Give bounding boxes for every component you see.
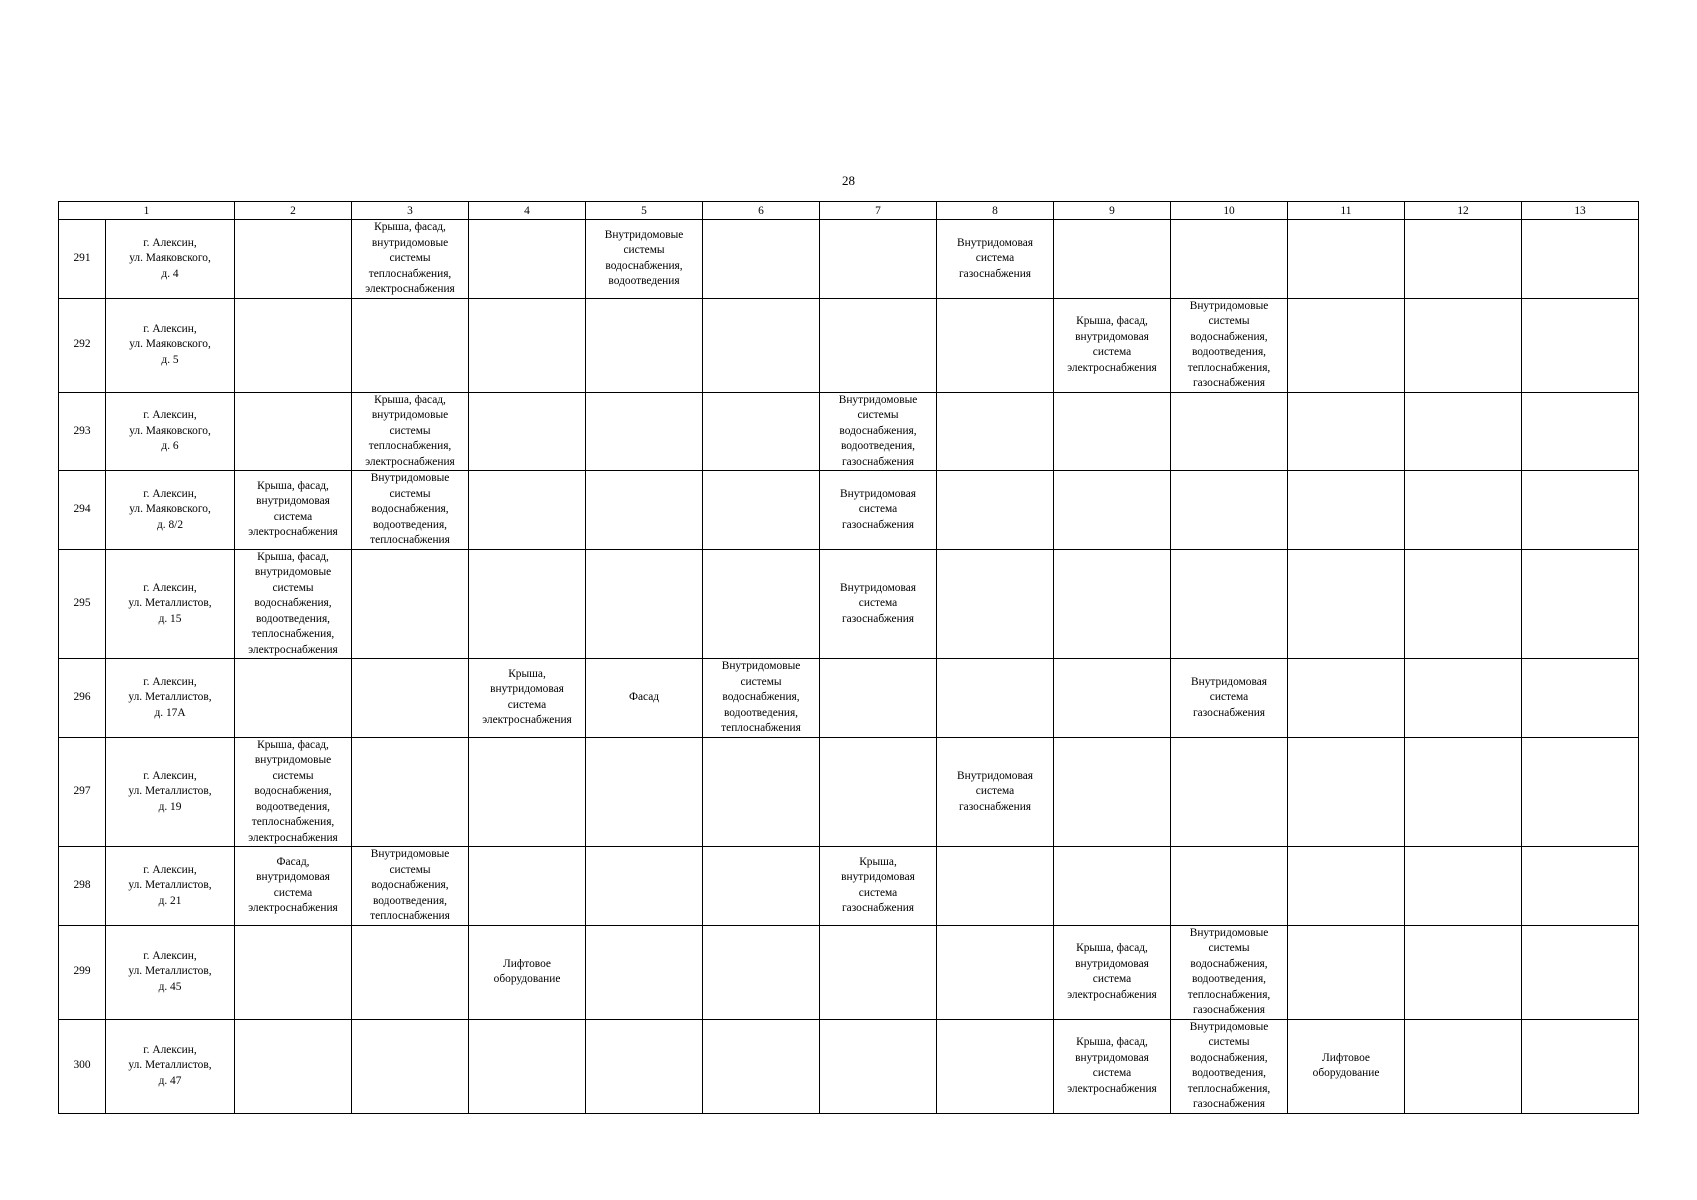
col11-cell	[1288, 549, 1405, 659]
address-cell	[106, 1019, 235, 1113]
column-header-8: 8	[937, 202, 1054, 220]
row-number-cell-text: 297	[73, 785, 91, 797]
col3-cell	[352, 298, 469, 392]
col4-cell	[469, 549, 586, 659]
col4-cell	[469, 392, 586, 471]
col10-cell-text: Внутридомовые системы водоснабжения, водоотведения, теплоснабжения, газоснабжения	[1187, 1020, 1271, 1110]
col7-cell	[820, 220, 937, 299]
table-row	[59, 220, 1639, 299]
col2-cell-text: Крыша, фасад, внутридомовые системы водоснабжения, водоотведения, теплоснабжения, электроснабжения	[248, 738, 338, 844]
row-number-cell	[59, 737, 106, 847]
address-cell	[106, 392, 235, 471]
col10-cell	[1171, 659, 1288, 738]
column-header-4: 4	[469, 202, 586, 220]
col13-cell	[1522, 737, 1639, 847]
column-header-2: 2	[235, 202, 352, 220]
col5-cell	[586, 737, 703, 847]
col12-cell	[1405, 220, 1522, 299]
col6-cell	[703, 549, 820, 659]
col4-cell	[469, 737, 586, 847]
col3-cell-text: Внутридомовые системы водоснабжения, водоотведения, теплоснабжения	[370, 472, 450, 546]
col5-cell	[586, 298, 703, 392]
col5-cell	[586, 392, 703, 471]
col3-cell-text: Крыша, фасад, внутридомовые системы теплоснабжения, электроснабжения	[365, 221, 455, 295]
row-number-cell-text: 294	[73, 503, 91, 515]
col13-cell	[1522, 220, 1639, 299]
row-number-cell-text: 291	[73, 252, 91, 264]
col8-cell	[937, 847, 1054, 926]
col3-cell	[352, 392, 469, 471]
col13-cell	[1522, 298, 1639, 392]
col13-cell	[1522, 1019, 1639, 1113]
col8-cell	[937, 549, 1054, 659]
address-cell	[106, 659, 235, 738]
col8-cell	[937, 220, 1054, 299]
row-number-cell-text: 298	[73, 879, 91, 891]
col5-cell	[586, 220, 703, 299]
col10-cell	[1171, 1019, 1288, 1113]
col7-cell	[820, 549, 937, 659]
col4-cell	[469, 925, 586, 1019]
col10-cell	[1171, 392, 1288, 471]
col9-cell-text: Крыша, фасад, внутридомовая система электроснабжения	[1067, 1036, 1157, 1095]
column-header-10: 10	[1171, 202, 1288, 220]
col9-cell	[1054, 392, 1171, 471]
address-cell-text: г. Алексин, ул. Металлистов, д. 21	[128, 863, 212, 907]
col4-cell	[469, 847, 586, 926]
col12-cell	[1405, 549, 1522, 659]
row-number-cell-text: 295	[73, 597, 91, 609]
col8-cell	[937, 298, 1054, 392]
col10-cell-text: Внутридомовая система газоснабжения	[1191, 675, 1268, 719]
col2-cell-text: Фасад, внутридомовая система электроснабжения	[248, 855, 338, 915]
col8-cell	[937, 392, 1054, 471]
col2-cell	[235, 847, 352, 926]
col2-cell	[235, 392, 352, 471]
col9-cell	[1054, 925, 1171, 1019]
col4-cell	[469, 1019, 586, 1113]
col3-cell	[352, 1019, 469, 1113]
col12-cell	[1405, 659, 1522, 738]
col3-cell	[352, 737, 469, 847]
address-cell	[106, 471, 235, 550]
col11-cell	[1288, 737, 1405, 847]
row-number-cell-text: 293	[73, 424, 91, 437]
col2-cell	[235, 659, 352, 738]
col11-cell	[1288, 659, 1405, 738]
col2-cell-text: Крыша, фасад, внутридомовая система электроснабжения	[248, 479, 338, 539]
column-header-5: 5	[586, 202, 703, 220]
col2-cell	[235, 1019, 352, 1113]
col12-cell	[1405, 1019, 1522, 1113]
col13-cell	[1522, 549, 1639, 659]
column-header-12: 12	[1405, 202, 1522, 220]
col13-cell	[1522, 471, 1639, 550]
col10-cell-text: Внутридомовые системы водоснабжения, водоотведения, теплоснабжения, газоснабжения	[1187, 926, 1271, 1016]
col7-cell-text: Внутридомовые системы водоснабжения, водоотведения, газоснабжения	[838, 393, 918, 468]
col5-cell	[586, 471, 703, 550]
col7-cell	[820, 1019, 937, 1113]
col3-cell	[352, 847, 469, 926]
col6-cell	[703, 1019, 820, 1113]
col11-cell	[1288, 220, 1405, 299]
col3-cell	[352, 549, 469, 659]
address-cell-text: г. Алексин, ул. Металлистов, д. 45	[128, 949, 212, 993]
col8-cell	[937, 471, 1054, 550]
address-cell-text: г. Алексин, ул. Металлистов, д. 15	[128, 581, 212, 625]
col6-cell	[703, 220, 820, 299]
col2-cell	[235, 925, 352, 1019]
col5-cell-text: Внутридомовые системы водоснабжения, водоотведения	[604, 228, 684, 288]
col12-cell	[1405, 298, 1522, 392]
column-header-6: 6	[703, 202, 820, 220]
col6-cell	[703, 471, 820, 550]
col11-cell	[1288, 1019, 1405, 1113]
col6-cell	[703, 659, 820, 738]
col8-cell	[937, 659, 1054, 738]
col10-cell	[1171, 925, 1288, 1019]
address-cell	[106, 298, 235, 392]
col8-cell-text: Внутридомовая система газоснабжения	[957, 236, 1034, 280]
col8-cell-text: Внутридомовая система газоснабжения	[957, 769, 1034, 813]
col12-cell	[1405, 392, 1522, 471]
col10-cell	[1171, 549, 1288, 659]
row-number-cell-text: 296	[73, 691, 91, 703]
col12-cell	[1405, 847, 1522, 926]
col4-cell	[469, 659, 586, 738]
col6-cell-text: Внутридомовые системы водоснабжения, водоотведения, теплоснабжения	[721, 660, 801, 734]
col2-cell	[235, 549, 352, 659]
column-header-11: 11	[1288, 202, 1405, 220]
column-header-13: 13	[1522, 202, 1639, 220]
table-row	[59, 659, 1639, 738]
col3-cell	[352, 659, 469, 738]
col7-cell	[820, 298, 937, 392]
table-row	[59, 1019, 1639, 1113]
address-cell-text: г. Алексин, ул. Маяковского, д. 5	[129, 322, 211, 366]
col13-cell	[1522, 847, 1639, 926]
row-number-cell	[59, 392, 106, 471]
address-cell-text: г. Алексин, ул. Маяковского, д. 6	[129, 409, 211, 452]
address-cell-text: г. Алексин, ул. Металлистов, д. 17А	[128, 675, 212, 719]
row-number-cell	[59, 847, 106, 926]
column-header-3: 3	[352, 202, 469, 220]
col10-cell	[1171, 298, 1288, 392]
col10-cell	[1171, 471, 1288, 550]
col3-cell-text: Крыша, фасад, внутридомовые системы теплоснабжения, электроснабжения	[365, 393, 455, 468]
col11-cell	[1288, 298, 1405, 392]
col13-cell	[1522, 392, 1639, 471]
col5-cell	[586, 1019, 703, 1113]
column-header-7: 7	[820, 202, 937, 220]
col2-cell	[235, 737, 352, 847]
col9-cell	[1054, 737, 1171, 847]
row-number-cell-text: 292	[73, 338, 91, 351]
col8-cell	[937, 737, 1054, 847]
column-header-1: 1	[59, 202, 235, 220]
address-cell	[106, 220, 235, 299]
col12-cell	[1405, 737, 1522, 847]
col11-cell	[1288, 847, 1405, 926]
col7-cell	[820, 925, 937, 1019]
col2-cell	[235, 471, 352, 550]
table-row	[59, 392, 1639, 471]
row-number-cell-text: 299	[73, 965, 91, 978]
address-cell-text: г. Алексин, ул. Металлистов, д. 19	[128, 769, 212, 813]
col7-cell	[820, 847, 937, 926]
page-number: 28	[842, 173, 855, 188]
col7-cell	[820, 392, 937, 471]
table-row	[59, 298, 1639, 392]
col4-cell	[469, 298, 586, 392]
row-number-cell	[59, 471, 106, 550]
col5-cell	[586, 925, 703, 1019]
col9-cell	[1054, 220, 1171, 299]
column-number-row	[59, 202, 1639, 220]
col7-cell-text: Крыша, внутридомовая система газоснабжения	[841, 855, 915, 915]
table-row	[59, 925, 1639, 1019]
col10-cell	[1171, 737, 1288, 847]
col2-cell	[235, 298, 352, 392]
col9-cell-text: Крыша, фасад, внутридомовая система электроснабжения	[1067, 315, 1157, 374]
col11-cell	[1288, 392, 1405, 471]
repair-schedule-table	[58, 201, 1639, 1114]
address-cell	[106, 737, 235, 847]
address-cell-text: г. Алексин, ул. Маяковского, д. 8/2	[129, 487, 211, 531]
address-cell	[106, 549, 235, 659]
col3-cell	[352, 925, 469, 1019]
col7-cell	[820, 471, 937, 550]
row-number-cell	[59, 925, 106, 1019]
address-cell	[106, 925, 235, 1019]
col11-cell-text: Лифтовое оборудование	[1312, 1051, 1380, 1079]
col8-cell	[937, 925, 1054, 1019]
col7-cell	[820, 659, 937, 738]
col4-cell	[469, 220, 586, 299]
col6-cell	[703, 737, 820, 847]
table-row	[59, 847, 1639, 926]
row-number-cell	[59, 298, 106, 392]
col7-cell	[820, 737, 937, 847]
col12-cell	[1405, 925, 1522, 1019]
col3-cell	[352, 471, 469, 550]
row-number-cell	[59, 659, 106, 738]
col8-cell	[937, 1019, 1054, 1113]
address-cell-text: г. Алексин, ул. Маяковского, д. 4	[129, 236, 211, 280]
col10-cell	[1171, 220, 1288, 299]
col2-cell-text: Крыша, фасад, внутридомовые системы водоснабжения, водоотведения, теплоснабжения, электроснабжения	[248, 550, 338, 656]
col5-cell	[586, 549, 703, 659]
col4-cell	[469, 471, 586, 550]
col5-cell	[586, 659, 703, 738]
col6-cell	[703, 298, 820, 392]
col9-cell	[1054, 298, 1171, 392]
col6-cell	[703, 392, 820, 471]
table-row	[59, 549, 1639, 659]
col13-cell	[1522, 925, 1639, 1019]
col13-cell	[1522, 659, 1639, 738]
row-number-cell	[59, 549, 106, 659]
col2-cell	[235, 220, 352, 299]
col5-cell	[586, 847, 703, 926]
column-header-9: 9	[1054, 202, 1171, 220]
col9-cell-text: Крыша, фасад, внутридомовая система электроснабжения	[1067, 942, 1157, 1001]
address-cell-text: г. Алексин, ул. Металлистов, д. 47	[128, 1043, 212, 1087]
col11-cell	[1288, 471, 1405, 550]
col12-cell	[1405, 471, 1522, 550]
col5-cell-text: Фасад	[628, 691, 660, 703]
col10-cell	[1171, 847, 1288, 926]
col6-cell	[703, 847, 820, 926]
col10-cell-text: Внутридомовые системы водоснабжения, водоотведения, теплоснабжения, газоснабжения	[1187, 299, 1271, 389]
row-number-cell	[59, 1019, 106, 1113]
col6-cell	[703, 925, 820, 1019]
col7-cell-text: Внутридомовая система газоснабжения	[840, 487, 917, 531]
col9-cell	[1054, 1019, 1171, 1113]
col9-cell	[1054, 549, 1171, 659]
col9-cell	[1054, 471, 1171, 550]
row-number-cell	[59, 220, 106, 299]
col3-cell	[352, 220, 469, 299]
col9-cell	[1054, 847, 1171, 926]
address-cell	[106, 847, 235, 926]
row-number-cell-text: 300	[73, 1059, 91, 1072]
table-row	[59, 737, 1639, 847]
table-row	[59, 471, 1639, 550]
col4-cell-text: Лифтовое оборудование	[493, 957, 561, 985]
col3-cell-text: Внутридомовые системы водоснабжения, водоотведения, теплоснабжения	[370, 848, 450, 922]
col7-cell-text: Внутридомовая система газоснабжения	[840, 581, 917, 625]
col11-cell	[1288, 925, 1405, 1019]
col9-cell	[1054, 659, 1171, 738]
col4-cell-text: Крыша, внутридомовая система электроснабжения	[482, 667, 572, 727]
